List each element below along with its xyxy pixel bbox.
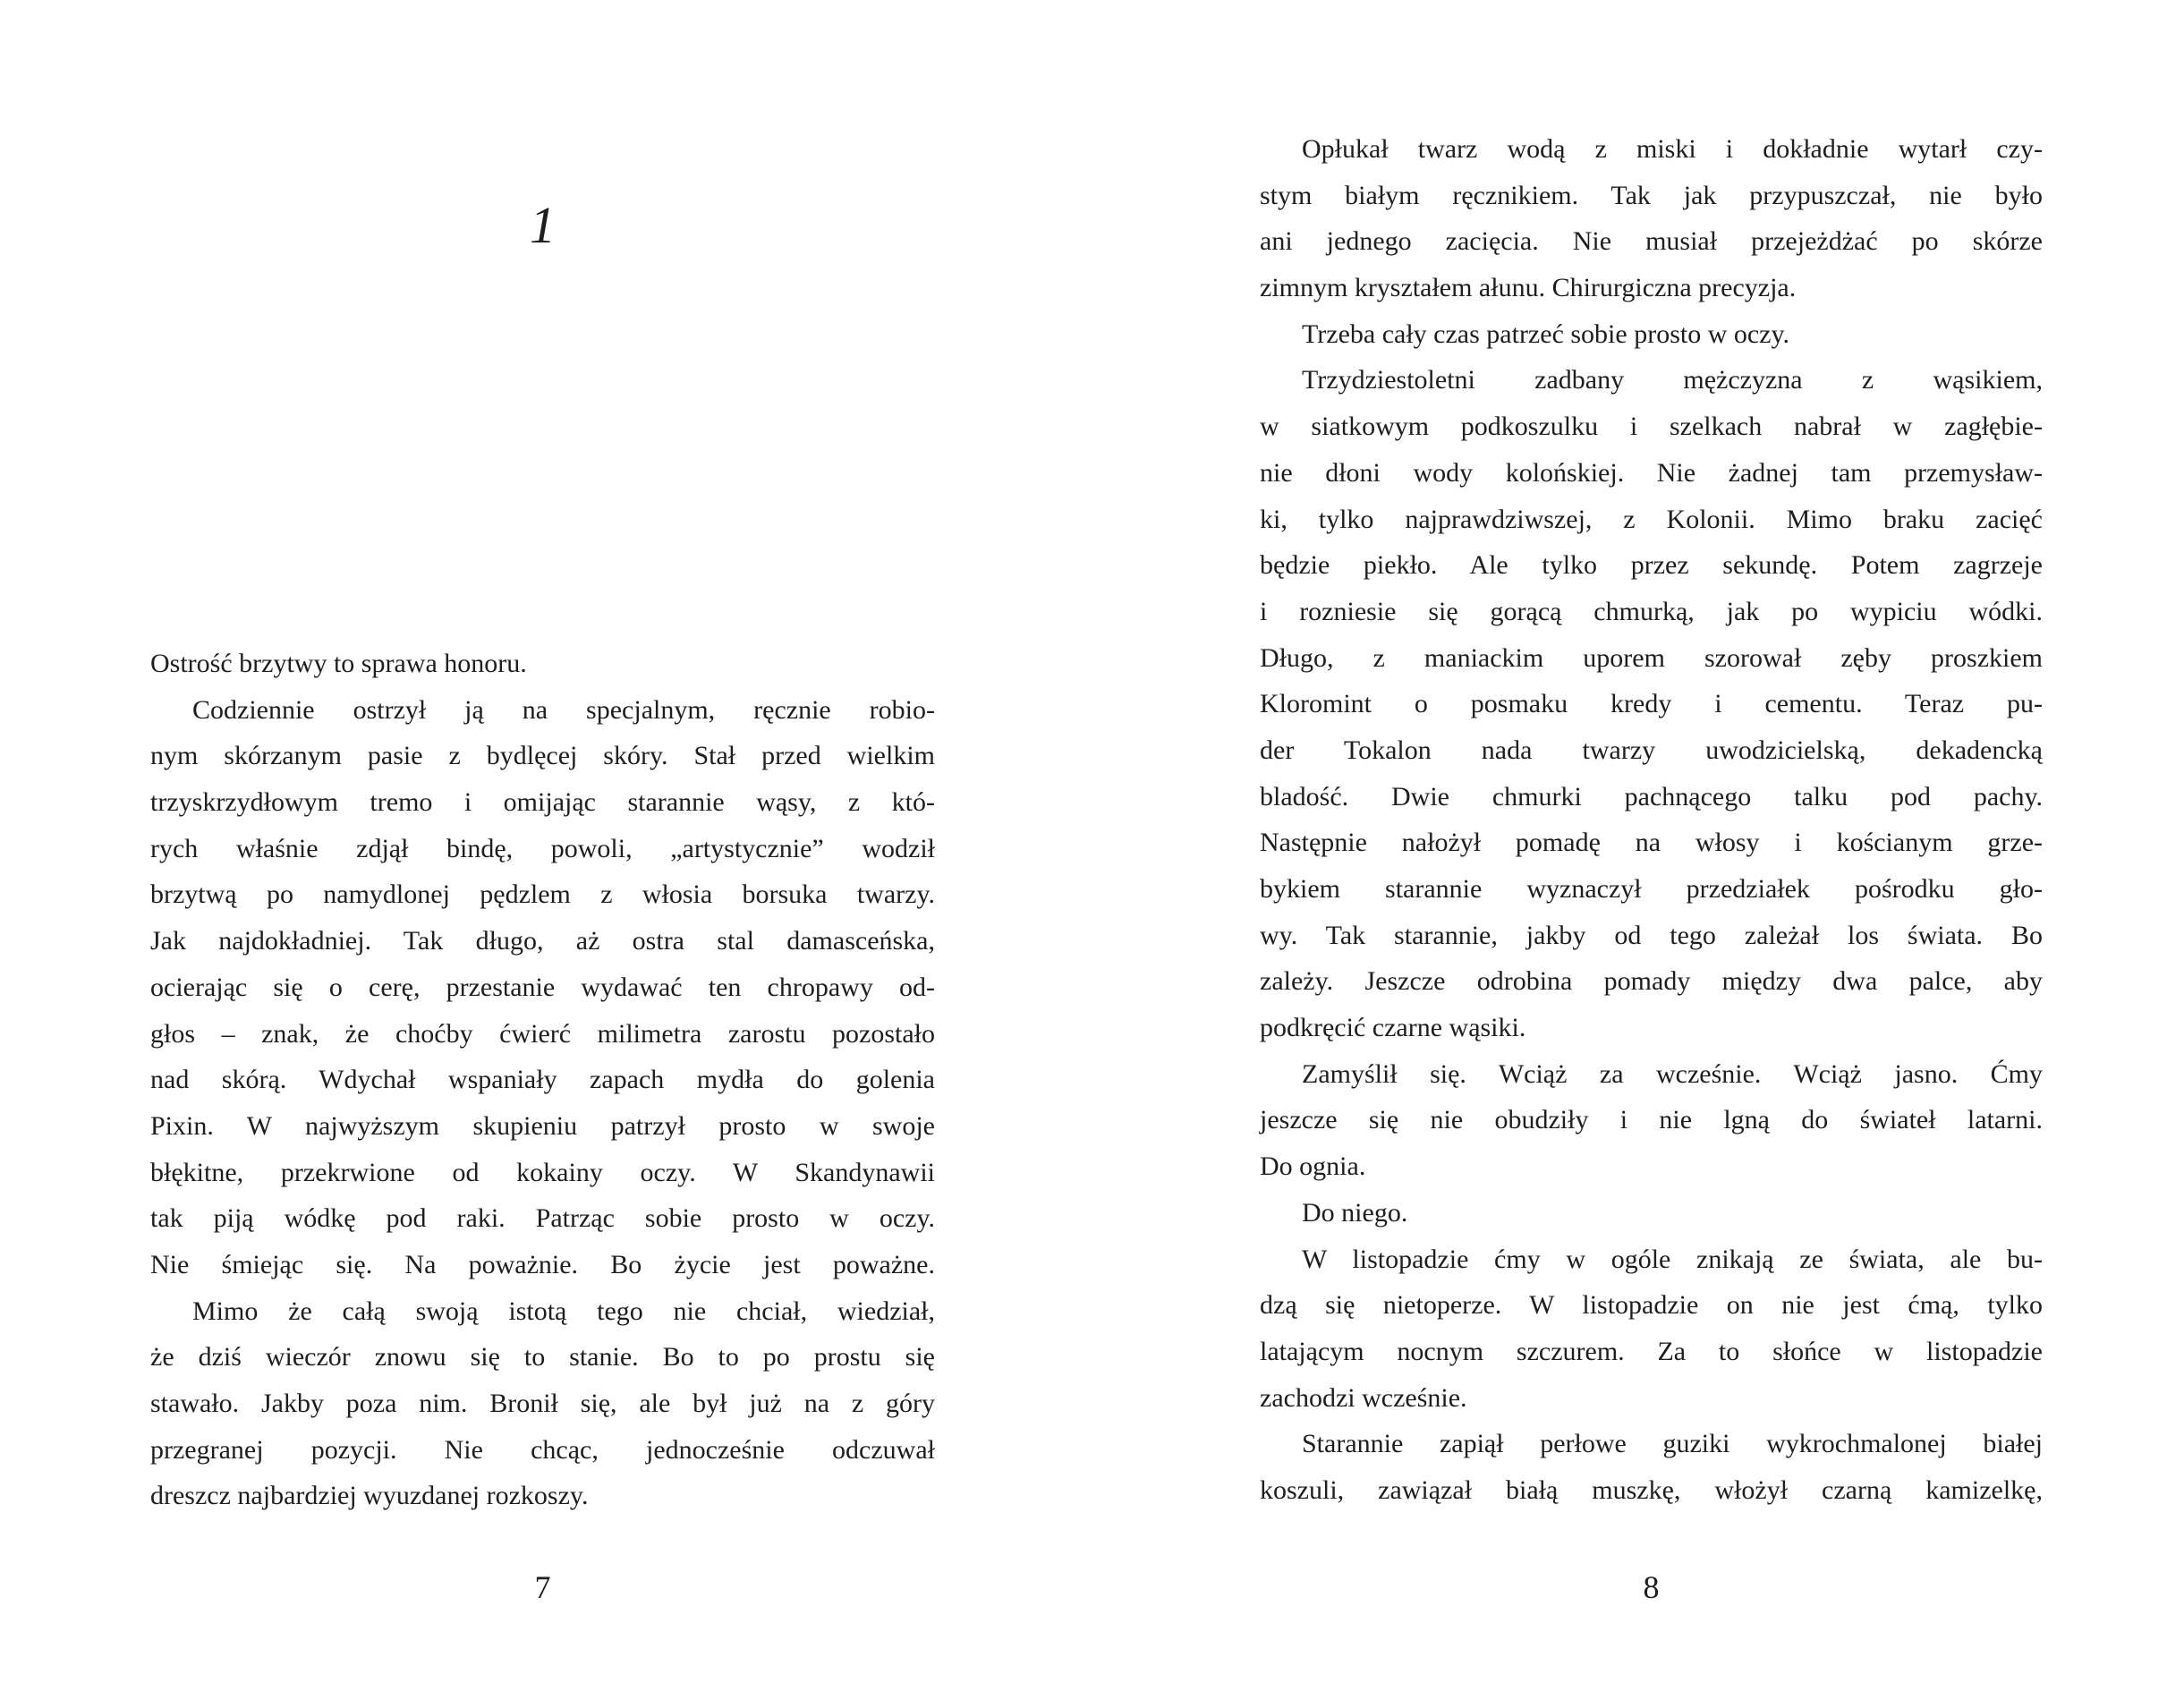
text-line: der Tokalon nada twarzy uwodzicielską, dekadencką xyxy=(1260,735,2043,765)
page-left-body xyxy=(150,641,935,1519)
text-line: podkręcić czarne wąsiki. xyxy=(1260,1013,1526,1043)
text-line: Do ognia. xyxy=(1260,1151,1366,1182)
text-line: Nie śmiejąc się. Na poważnie. Bo życie jest poważne. xyxy=(150,1249,935,1279)
text-line: zachodzi wcześnie. xyxy=(1260,1382,1467,1413)
text-line: ki, tylko najprawdziwszej, z Kolonii. Mimo braku zacięć xyxy=(1260,504,2043,534)
text-line: nym skórzanym pasie z bydlęcej skóry. Stał przed wielkim xyxy=(150,741,935,771)
text-line: będzie piekło. Ale tylko przez sekundę. Potem zagrzeje xyxy=(1260,550,2043,581)
text-line: dreszcz najbardziej wyuzdanej rozkoszy. xyxy=(150,1481,589,1511)
text-line: bykiem starannie wyznaczył przedziałek pośrodku gło- xyxy=(1260,874,2043,904)
text-line: Trzydziestoletni zadbany mężczyzna z wąsikiem, xyxy=(1302,365,2043,395)
text-line: Kloromint o posmaku kredy i cementu. Teraz pu- xyxy=(1260,689,2043,719)
text-line: brzytwą po namydlonej pędzlem z włosia borsuka twarzy. xyxy=(150,879,935,910)
text-line: Następnie nałożył pomadę na włosy i kościanym grze- xyxy=(1260,828,2043,858)
page-right-body xyxy=(1260,126,2043,1514)
text-line: Trzeba cały czas patrzeć sobie prosto w oczy. xyxy=(1302,319,1790,349)
text-line: rych właśnie zdjął bindę, powoli, „artystycznie” wodził xyxy=(150,833,935,863)
text-line: Mimo że całą swoją istotą tego nie chciał, wiedział, xyxy=(192,1296,935,1326)
text-line: przegranej pozycji. Nie chcąc, jednocześnie odczuwał xyxy=(150,1434,935,1465)
text-line: latającym nocnym szczurem. Za to słońce w listopadzie xyxy=(1260,1336,2043,1366)
text-line: że dziś wieczór znowu się to stanie. Bo to po prostu się xyxy=(150,1342,935,1372)
text-line: ocierając się o cerę, przestanie wydawać ten chropawy od- xyxy=(150,972,935,1002)
text-line: błękitne, przekrwione od kokainy oczy. W Skandynawii xyxy=(150,1157,935,1187)
text-line: nad skórą. Wdychał wspaniały zapach mydła do golenia xyxy=(150,1065,935,1095)
text-line: bladość. Dwie chmurki pachnącego talku pod pachy. xyxy=(1260,781,2043,812)
text-line: zimnym kryształem ałunu. Chirurgiczna precyzja. xyxy=(1260,273,1797,303)
text-line: trzyskrzydłowym tremo i omijając starannie wąsy, z któ- xyxy=(150,787,935,818)
text-line: Pixin. W najwyższym skupieniu patrzył prosto w swoje xyxy=(150,1110,935,1141)
text-line: wy. Tak starannie, jakby od tego zależał los świata. Bo xyxy=(1260,920,2043,950)
text-line: zależy. Jeszcze odrobina pomady między dwa palce, aby xyxy=(1260,966,2043,997)
page-number-right: 8 xyxy=(1643,1569,1660,1605)
text-line: jeszcze się nie obudziły i nie lgną do świateł latarni. xyxy=(1260,1105,2043,1135)
text-line: Opłukał twarz wodą z miski i dokładnie wytarł czy- xyxy=(1302,134,2043,164)
text-line: Jak najdokładniej. Tak długo, aż ostra stal damasceńska, xyxy=(150,926,935,956)
text-line: Codziennie ostrzył ją na specjalnym, ręcznie robio- xyxy=(192,694,935,725)
chapter-number: 1 xyxy=(530,196,556,254)
text-line: Ostrość brzytwy to sprawa honoru. xyxy=(150,649,527,678)
text-line: tak piją wódkę pod raki. Patrząc sobie prosto w oczy. xyxy=(150,1203,935,1234)
text-line: Długo, z maniackim uporem szorował zęby proszkiem xyxy=(1260,642,2043,673)
text-line: i rozniesie się gorącą chmurką, jak po wypiciu wódki. xyxy=(1260,596,2043,626)
text-line: w siatkowym podkoszulku i szelkach nabrał w zagłębie- xyxy=(1260,412,2043,442)
text-line: Do niego. xyxy=(1302,1197,1408,1228)
page-number-left: 7 xyxy=(534,1569,551,1605)
text-line: głos – znak, że choćby ćwierć milimetra zarostu pozostało xyxy=(150,1018,935,1049)
text-line: nie dłoni wody kolońskiej. Nie żadnej tam przemysław- xyxy=(1260,457,2043,488)
text-line: ani jednego zacięcia. Nie musiał przejeżdżać po skórze xyxy=(1260,226,2043,257)
text-line: koszuli, zawiązał białą muszkę, włożył czarną kamizelkę, xyxy=(1260,1474,2043,1505)
text-line: Starannie zapiął perłowe guziki wykrochmalonej białej xyxy=(1302,1429,2043,1459)
text-line: stym białym ręcznikiem. Tak jak przypuszczał, nie było xyxy=(1260,180,2043,210)
text-line: stawało. Jakby poza nim. Bronił się, ale był już na z góry xyxy=(150,1389,935,1418)
text-line: dzą się nietoperze. W listopadzie on nie jest ćmą, tylko xyxy=(1260,1290,2043,1321)
text-line: Zamyślił się. Wciąż za wcześnie. Wciąż jasno. Ćmy xyxy=(1302,1058,2043,1089)
text-line: W listopadzie ćmy w ogóle znikają ze świata, ale bu- xyxy=(1302,1244,2043,1274)
